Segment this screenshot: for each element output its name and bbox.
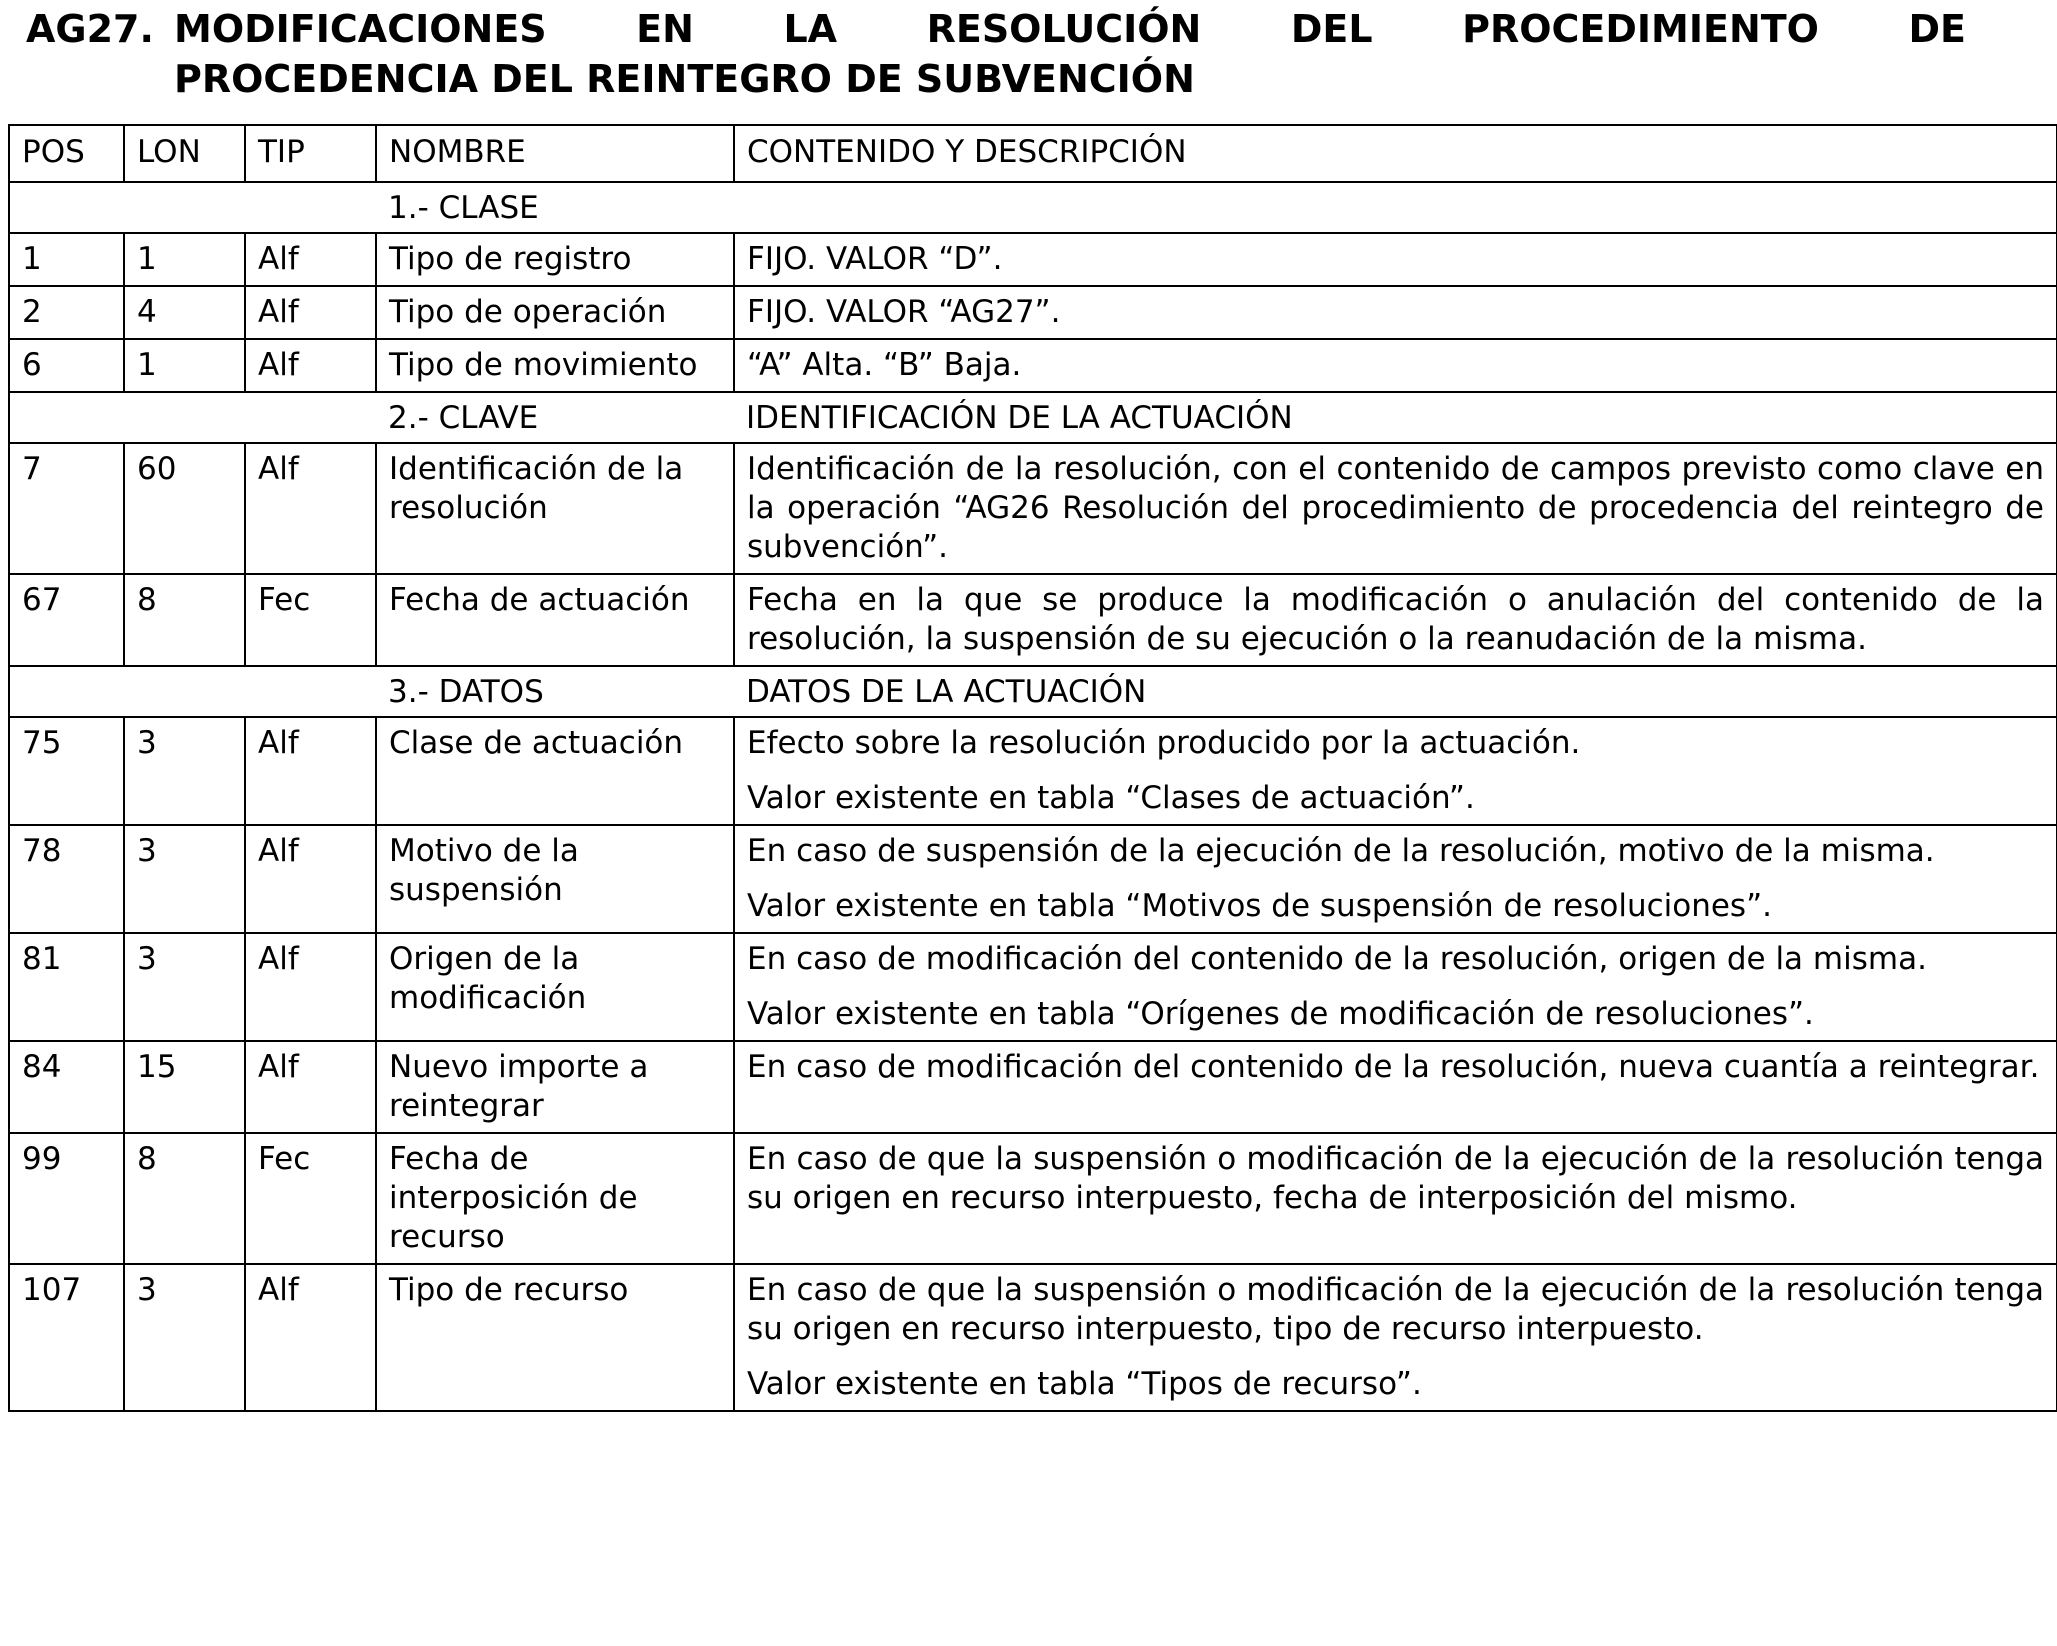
description-paragraph: Fecha en la que se produce la modificación o anulación del contenido de la resolución, la suspensión de su ejecución o la reanudación de la misma. — [747, 582, 2044, 657]
cell-descripcion — [734, 286, 2057, 339]
description-paragraph: Identificación de la resolución, con el contenido de campos previsto como clave en la operación “AG26 Resolución del procedimiento de procedencia del reintegro de subvención”. — [747, 451, 2044, 565]
title-line-2: PROCEDENCIA DEL REINTEGRO DE SUBVENCIÓN — [174, 57, 1195, 101]
cell-lon: 3 — [124, 1264, 245, 1411]
table-row — [9, 339, 2057, 392]
description-paragraph: Valor existente en tabla “Orígenes de modificación de resoluciones”. — [747, 996, 1814, 1032]
table-row — [9, 286, 2057, 339]
cell-tip: Alf — [245, 443, 376, 574]
cell-lon: 4 — [124, 286, 245, 339]
cell-nombre: Tipo de recurso — [376, 1264, 734, 1411]
cell-descripcion — [734, 717, 2057, 825]
cell-descripcion — [734, 933, 2057, 1041]
cell-descripcion — [734, 443, 2057, 574]
record-layout-table — [8, 124, 2057, 1412]
cell-nombre: Fecha de interposición de recurso — [376, 1133, 734, 1264]
description-paragraph: Valor existente en tabla “Clases de actuación”. — [747, 780, 1475, 816]
cell-nombre: Clase de actuación — [376, 717, 734, 825]
table-row — [9, 1133, 2057, 1264]
cell-lon: 15 — [124, 1041, 245, 1133]
cell-pos: 6 — [9, 339, 124, 392]
cell-nombre: Identificación de la resolución — [376, 443, 734, 574]
cell-nombre: Tipo de movimiento — [376, 339, 734, 392]
cell-tip: Alf — [245, 286, 376, 339]
description-paragraph: FIJO. VALOR “AG27”. — [747, 294, 1061, 330]
cell-descripcion — [734, 1041, 2057, 1133]
section-row — [9, 666, 2057, 717]
table-row — [9, 233, 2057, 286]
cell-descripcion — [734, 1264, 2057, 1411]
table-row — [9, 825, 2057, 933]
cell-nombre: Nuevo importe a reintegrar — [376, 1041, 734, 1133]
section-row — [9, 392, 2057, 443]
header-tip: TIP — [245, 125, 376, 182]
description-paragraph: Efecto sobre la resolución producido por la actuación. — [747, 725, 1581, 761]
description-paragraph: En caso de que la suspensión o modificación de la ejecución de la resolución tenga su origen en recurso interpuesto, fecha de interposición del mismo. — [747, 1141, 2044, 1216]
description-paragraph: En caso de que la suspensión o modificación de la ejecución de la resolución tenga su origen en recurso interpuesto, tipo de recurso interpuesto. — [747, 1272, 2044, 1347]
section-label: 2.- CLAVE — [376, 392, 734, 443]
cell-pos: 107 — [9, 1264, 124, 1411]
cell-pos: 67 — [9, 574, 124, 666]
cell-lon: 1 — [124, 233, 245, 286]
cell-nombre: Fecha de actuación — [376, 574, 734, 666]
header-pos: POS — [9, 125, 124, 182]
cell-lon: 3 — [124, 933, 245, 1041]
cell-pos: 75 — [9, 717, 124, 825]
cell-tip: Fec — [245, 574, 376, 666]
cell-pos: 7 — [9, 443, 124, 574]
section-description: DATOS DE LA ACTUACIÓN — [734, 666, 2057, 717]
cell-descripcion — [734, 574, 2057, 666]
cell-pos: 84 — [9, 1041, 124, 1133]
cell-descripcion — [734, 825, 2057, 933]
section-description — [734, 182, 2057, 233]
cell-lon: 3 — [124, 825, 245, 933]
description-paragraph: En caso de modificación del contenido de la resolución, nueva cuantía a reintegrar. — [747, 1049, 2040, 1085]
description-paragraph: En caso de suspensión de la ejecución de la resolución, motivo de la misma. — [747, 833, 1935, 869]
cell-tip: Alf — [245, 339, 376, 392]
cell-descripcion — [734, 233, 2057, 286]
cell-tip: Alf — [245, 825, 376, 933]
cell-lon: 60 — [124, 443, 245, 574]
cell-pos: 2 — [9, 286, 124, 339]
cell-descripcion — [734, 339, 2057, 392]
section-spacer — [9, 392, 376, 443]
table-row — [9, 717, 2057, 825]
cell-descripcion — [734, 1133, 2057, 1264]
cell-tip: Alf — [245, 1041, 376, 1133]
cell-nombre: Tipo de operación — [376, 286, 734, 339]
table-row — [9, 1264, 2057, 1411]
table-row — [9, 1041, 2057, 1133]
table-row — [9, 933, 2057, 1041]
cell-pos: 99 — [9, 1133, 124, 1264]
cell-nombre: Motivo de la suspensión — [376, 825, 734, 933]
section-row — [9, 182, 2057, 233]
cell-pos: 78 — [9, 825, 124, 933]
cell-pos: 81 — [9, 933, 124, 1041]
cell-tip: Alf — [245, 933, 376, 1041]
cell-nombre: Tipo de registro — [376, 233, 734, 286]
cell-lon: 8 — [124, 1133, 245, 1264]
table-row — [9, 574, 2057, 666]
description-paragraph: Valor existente en tabla “Motivos de suspensión de resoluciones”. — [747, 888, 1772, 924]
description-paragraph: “A” Alta. “B” Baja. — [747, 347, 1022, 383]
cell-tip: Alf — [245, 717, 376, 825]
cell-lon: 3 — [124, 717, 245, 825]
section-spacer — [9, 666, 376, 717]
table-row — [9, 443, 2057, 574]
section-label: 3.- DATOS — [376, 666, 734, 717]
cell-tip: Alf — [245, 1264, 376, 1411]
cell-pos: 1 — [9, 233, 124, 286]
header-contenido: CONTENIDO Y DESCRIPCIÓN — [734, 125, 2057, 182]
description-paragraph: En caso de modificación del contenido de la resolución, origen de la misma. — [747, 941, 1927, 977]
table-header-row — [9, 125, 2057, 182]
cell-tip: Fec — [245, 1133, 376, 1264]
cell-lon: 1 — [124, 339, 245, 392]
cell-nombre: Origen de la modificación — [376, 933, 734, 1041]
section-spacer — [9, 182, 376, 233]
section-description: IDENTIFICACIÓN DE LA ACTUACIÓN — [734, 392, 2057, 443]
title-code: AG27. — [26, 7, 154, 51]
header-lon: LON — [124, 125, 245, 182]
cell-lon: 8 — [124, 574, 245, 666]
description-paragraph: FIJO. VALOR “D”. — [747, 241, 1003, 277]
description-paragraph: Valor existente en tabla “Tipos de recurso”. — [747, 1366, 1422, 1402]
section-label: 1.- CLASE — [376, 182, 734, 233]
title-line-1: MODIFICACIONES EN LA RESOLUCIÓN DEL PROCEDIMIENTO DE — [174, 7, 1966, 51]
cell-tip: Alf — [245, 233, 376, 286]
header-nombre: NOMBRE — [376, 125, 734, 182]
